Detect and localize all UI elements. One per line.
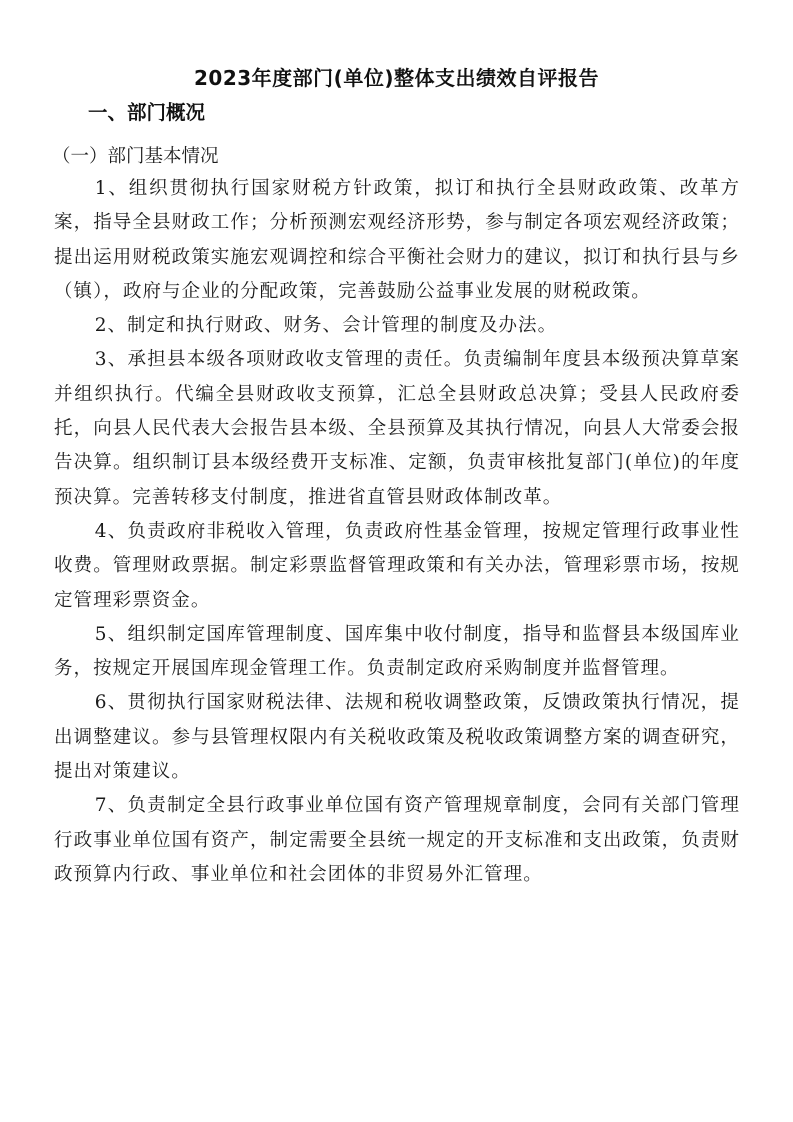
subsection-heading: （一）部门基本情况: [52, 146, 219, 167]
paragraph-5: 5、组织制定国库管理制度、国库集中收付制度，指导和监督县本级国库业务，按规定开展国库现金管理工作。负责制定政府采购制度并监督管理。: [54, 623, 740, 680]
paragraph-7: 7、负责制定全县行政事业单位国有资产管理规章制度，会同有关部门管理行政事业单位国有资产，制定需要全县统一规定的开支标准和支出政策，负责财政预算内行政、事业单位和社会团体的非贸易外汇管理。: [54, 795, 740, 885]
section-heading: 一、部门概况: [88, 101, 206, 124]
paragraph-6: 6、贯彻执行国家财税法律、法规和税收调整政策，反馈政策执行情况，提出调整建议。参与县管理权限内有关税收政策及税收政策调整方案的调查研究，提出对策建议。: [54, 692, 740, 783]
body-text: [54, 172, 740, 892]
paragraph-3: 3、承担县本级各项财政收支管理的责任。负责编制年度县本级预决算草案并组织执行。代编全县财政收支预算，汇总全县财政总决算；受县人民政府委托，向县人民代表大会报告县本级、全县预算及其执行情况，向县人大常委会报告决算。组织制订县本级经费开支标准、定额，负责审核批复部门(单位)的年度预决算。完善转移支付制度，推进省直管县财政体制改革。: [54, 349, 740, 508]
paragraph-2: 2、制定和执行财政、财务、会计管理的制度及办法。: [94, 315, 558, 337]
paragraph-4: 4、负责政府非税收入管理，负责政府性基金管理，按规定管理行政事业性收费。管理财政票据。制定彩票监督管理政策和有关办法，管理彩票市场，按规定管理彩票资金。: [54, 520, 740, 611]
document-title: 2023年度部门(单位)整体支出绩效自评报告: [194, 66, 599, 90]
paragraph-1: 1、组织贯彻执行国家财税方针政策，拟订和执行全县财政政策、改革方案，指导全县财政工作；分析预测宏观经济形势，参与制定各项宏观经济政策；提出运用财税政策实施宏观调控和综合平衡社会财力的建议，拟订和执行县与乡（镇），政府与企业的分配政策，完善鼓励公益事业发展的财税政策。: [54, 178, 740, 302]
